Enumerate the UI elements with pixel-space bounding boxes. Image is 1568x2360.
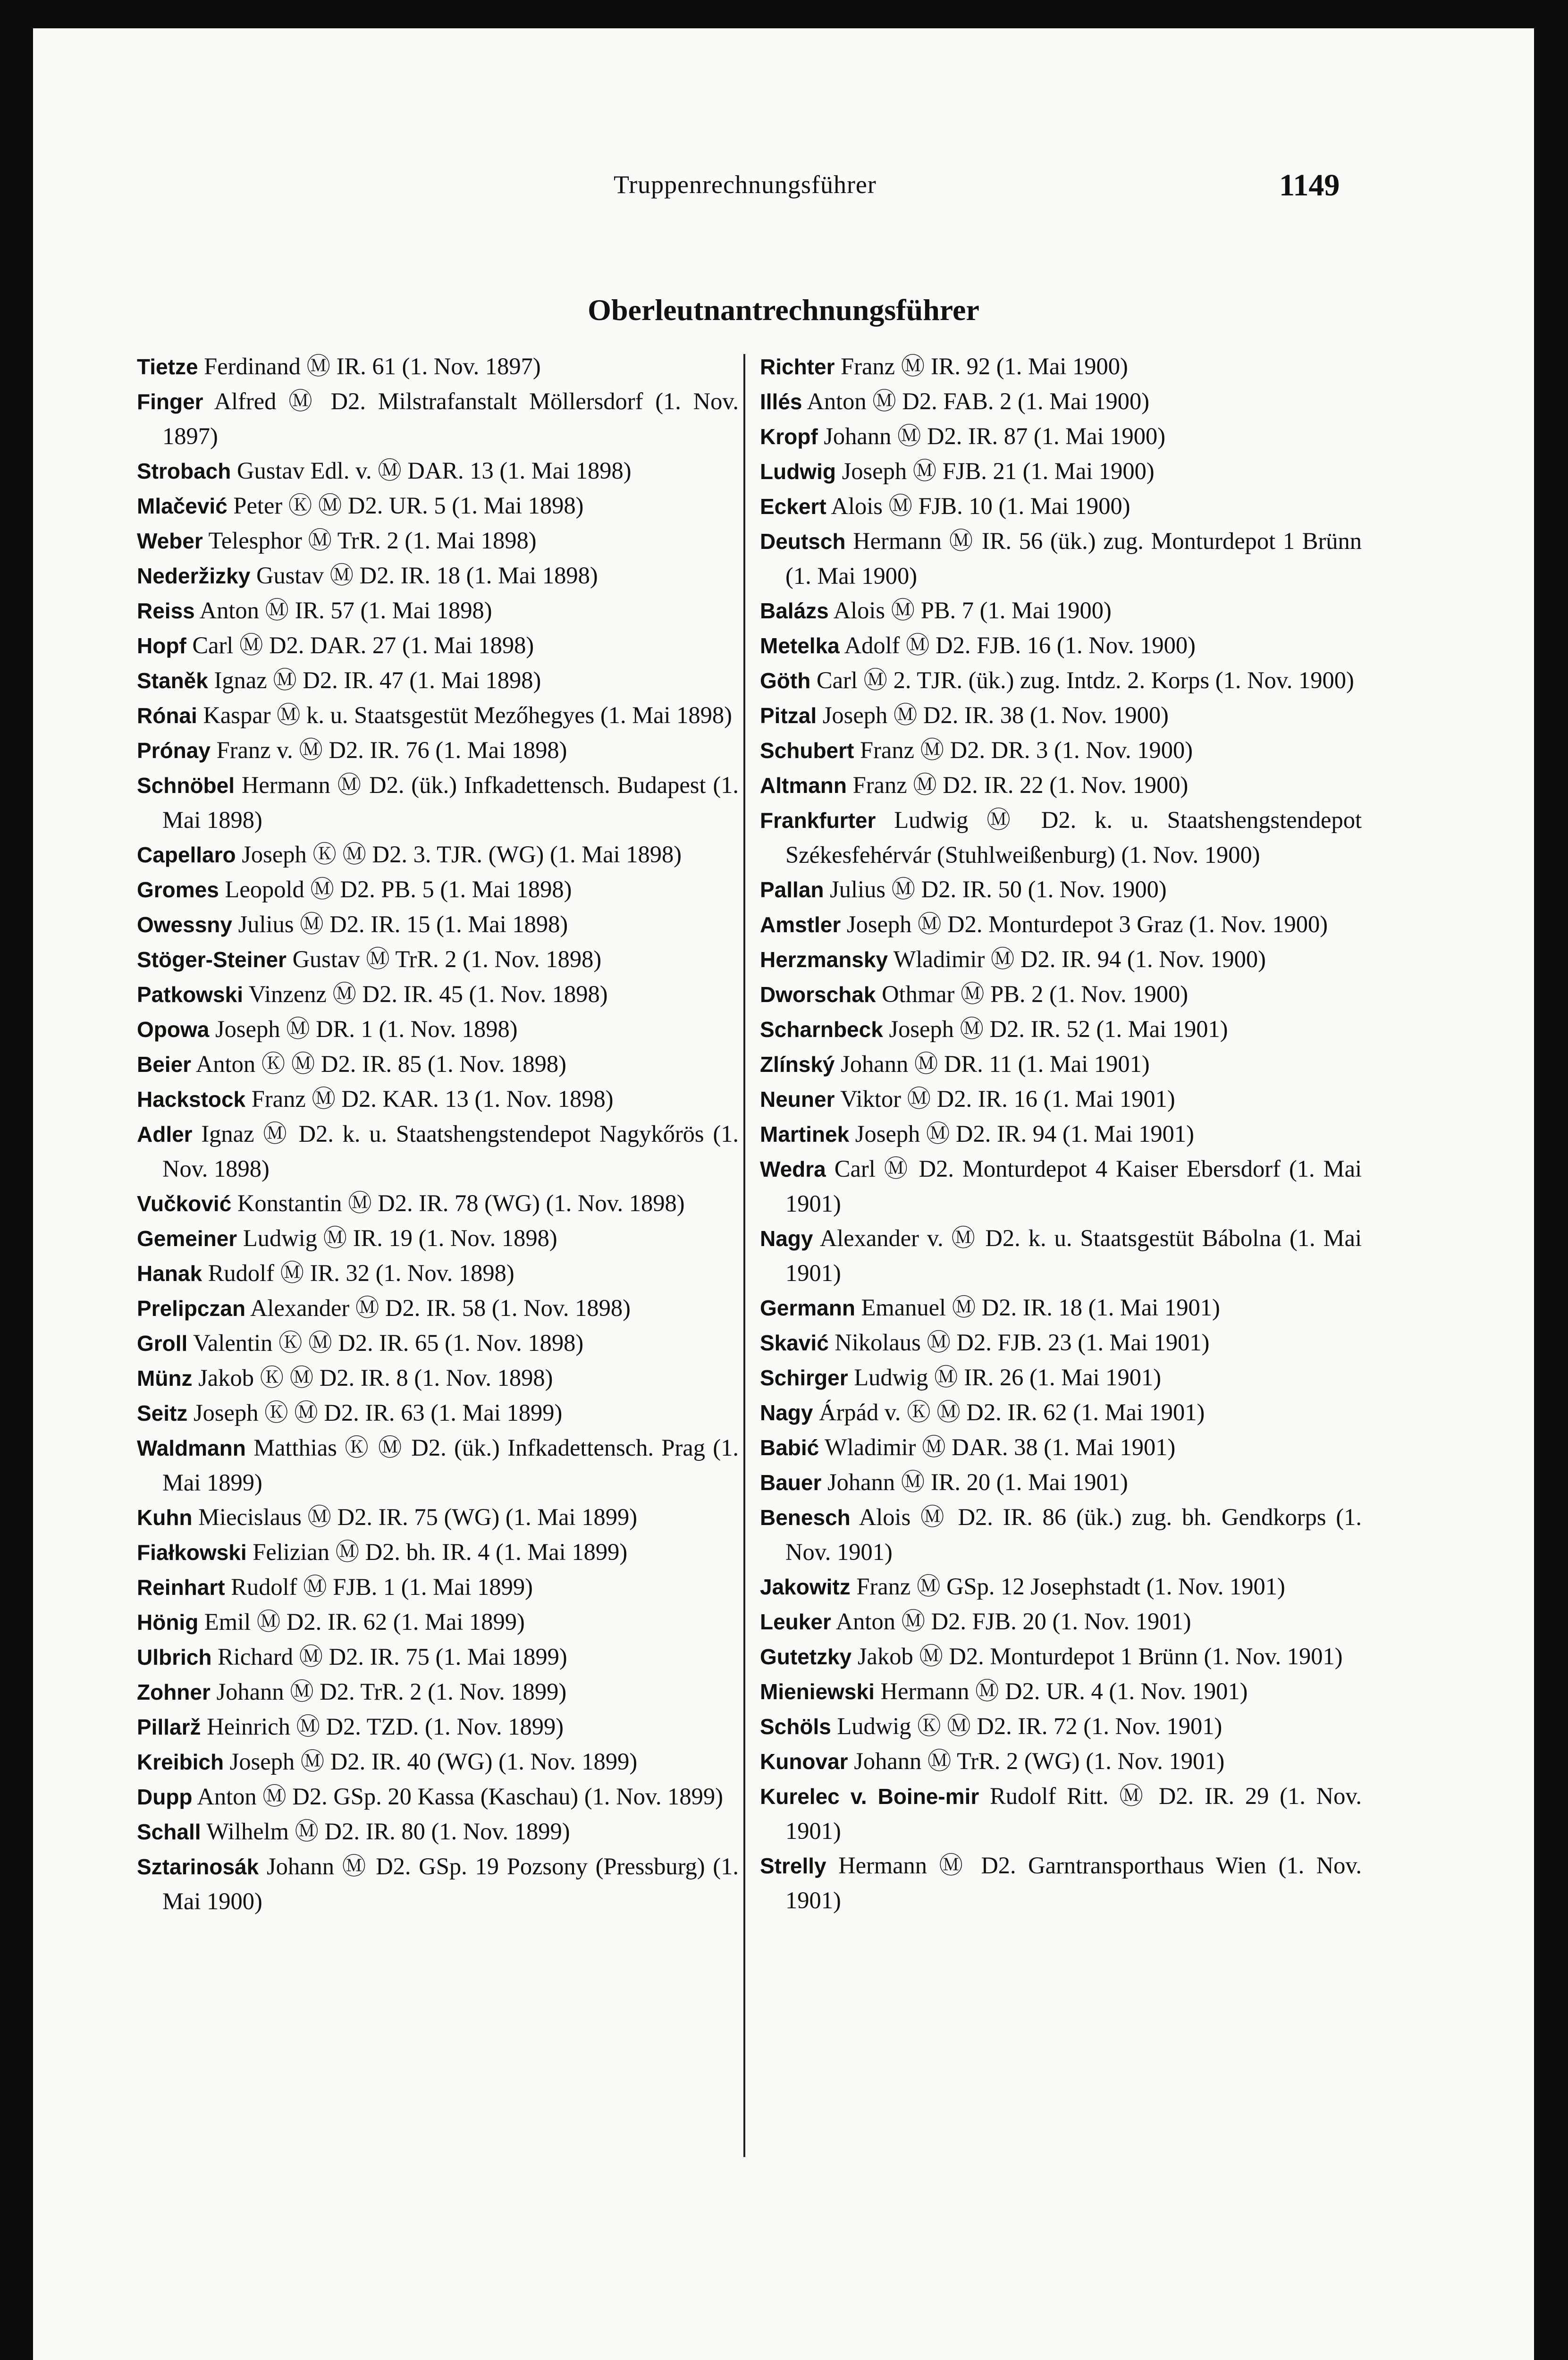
entry-details: Peter Ⓚ Ⓜ D2. UR. 5 (1. Mai 1898) xyxy=(233,492,584,519)
entry-details: Alois Ⓜ D2. IR. 86 (ük.) zug. bh. Gendkorps (1. Nov. 1901) xyxy=(785,1504,1362,1565)
entry-name: Gutetzky xyxy=(760,1644,852,1669)
entry-details: Heinrich Ⓜ D2. TZD. (1. Nov. 1899) xyxy=(207,1713,564,1740)
list-item xyxy=(137,977,739,1012)
entry-name: Finger xyxy=(137,389,203,414)
list-item xyxy=(137,1396,739,1431)
entry-details: Julius Ⓜ D2. IR. 15 (1. Mai 1898) xyxy=(238,911,568,937)
entry-name: Hopf xyxy=(137,633,186,658)
entry-details: Carl Ⓜ 2. TJR. (ük.) zug. Intdz. 2. Korps (1. Nov. 1900) xyxy=(816,667,1354,693)
entry-name: Frankfurter xyxy=(760,808,876,833)
entry-name: Babić xyxy=(760,1435,819,1460)
entry-details: Joseph Ⓚ Ⓜ D2. IR. 63 (1. Mai 1899) xyxy=(194,1399,563,1426)
entry-name: Stöger-Steiner xyxy=(137,947,287,972)
list-item xyxy=(137,1082,739,1117)
list-item xyxy=(760,1848,1362,1918)
list-item xyxy=(760,1465,1362,1500)
list-item xyxy=(760,628,1362,663)
entry-name: Kunovar xyxy=(760,1749,848,1774)
list-item xyxy=(760,1604,1362,1639)
list-item xyxy=(760,489,1362,524)
entry-name: Zohner xyxy=(137,1680,211,1704)
list-item xyxy=(137,1117,739,1186)
entry-details: Hermann Ⓜ IR. 56 (ük.) zug. Monturdepot 1 Brünn (1. Mai 1900) xyxy=(785,528,1362,589)
running-title: Truppenrechnungsführer xyxy=(614,170,877,199)
list-item xyxy=(137,384,739,454)
entry-name: Göth xyxy=(760,668,811,693)
entry-name: Nagy xyxy=(760,1400,813,1425)
entry-name: Groll xyxy=(137,1331,188,1356)
list-item xyxy=(137,454,739,489)
left-column xyxy=(137,349,739,1919)
entry-name: Mlačević xyxy=(137,494,228,518)
list-item xyxy=(137,698,739,733)
entry-name: Dworschak xyxy=(760,982,876,1007)
list-item xyxy=(137,1640,739,1675)
entry-details: Valentin Ⓚ Ⓜ D2. IR. 65 (1. Nov. 1898) xyxy=(193,1330,584,1356)
entry-details: Joseph Ⓜ D2. Monturdepot 3 Graz (1. Nov. 1900) xyxy=(846,911,1328,937)
entry-details: Miecislaus Ⓜ D2. IR. 75 (WG) (1. Mai 1899) xyxy=(198,1504,638,1530)
entry-details: Hermann Ⓜ D2. Garntransporthaus Wien (1. Nov. 1901) xyxy=(785,1852,1362,1913)
list-item xyxy=(137,733,739,768)
entry-name: Schirger xyxy=(760,1365,848,1390)
list-item xyxy=(137,1745,739,1779)
entry-details: Ludwig Ⓚ Ⓜ D2. IR. 72 (1. Nov. 1901) xyxy=(837,1713,1222,1739)
entry-name: Kreibich xyxy=(137,1750,224,1774)
list-item xyxy=(137,1710,739,1745)
list-item xyxy=(760,1325,1362,1360)
list-item xyxy=(137,1221,739,1256)
entry-name: Sztarinosák xyxy=(137,1854,259,1879)
entry-details: Johann Ⓜ IR. 20 (1. Mai 1901) xyxy=(827,1469,1128,1495)
entry-details: Anton Ⓜ IR. 57 (1. Mai 1898) xyxy=(199,597,492,624)
list-item xyxy=(760,1047,1362,1082)
right-column xyxy=(760,349,1362,1918)
list-item xyxy=(760,733,1362,768)
list-item xyxy=(137,558,739,593)
entry-details: Franz Ⓜ IR. 92 (1. Mai 1900) xyxy=(841,353,1128,379)
entry-name: Vučković xyxy=(137,1191,232,1216)
entry-details: Joseph Ⓜ D2. IR. 94 (1. Mai 1901) xyxy=(855,1121,1194,1147)
entry-name: Jakowitz xyxy=(760,1575,851,1599)
list-item xyxy=(137,942,739,977)
list-item xyxy=(137,1186,739,1221)
entry-details: Vinzenz Ⓜ D2. IR. 45 (1. Nov. 1898) xyxy=(248,981,608,1007)
entry-details: Wladimir Ⓜ D2. IR. 94 (1. Nov. 1900) xyxy=(893,946,1266,972)
list-item xyxy=(137,1012,739,1047)
entry-name: Weber xyxy=(137,529,203,553)
list-item xyxy=(760,1639,1362,1674)
entry-name: Kurelec v. Boine-mir xyxy=(760,1784,979,1809)
entry-name: Owessny xyxy=(137,912,232,937)
entry-details: Johann Ⓜ TrR. 2 (WG) (1. Nov. 1901) xyxy=(854,1748,1225,1774)
list-item xyxy=(760,872,1362,907)
entry-details: Rudolf Ⓜ FJB. 1 (1. Mai 1899) xyxy=(231,1574,533,1600)
list-item xyxy=(137,1605,739,1640)
entry-details: Gustav Ⓜ TrR. 2 (1. Nov. 1898) xyxy=(292,946,602,972)
entry-name: Reiss xyxy=(137,598,195,623)
page-number: 1149 xyxy=(1279,168,1340,202)
entry-name: Schall xyxy=(137,1820,201,1844)
list-item xyxy=(760,524,1362,593)
entry-name: Strobach xyxy=(137,459,231,483)
entry-name: Balázs xyxy=(760,598,829,623)
page xyxy=(33,28,1534,2360)
entry-name: Strelly xyxy=(760,1854,826,1878)
list-item xyxy=(760,593,1362,628)
entry-details: Joseph Ⓜ D2. IR. 40 (WG) (1. Nov. 1899) xyxy=(229,1748,638,1775)
entry-name: Opowa xyxy=(137,1017,210,1042)
entry-details: Hermann Ⓜ D2. (ük.) Infkadettensch. Budapest (1. Mai 1898) xyxy=(162,772,739,833)
entry-name: Gemeiner xyxy=(137,1226,237,1251)
list-item xyxy=(760,1012,1362,1047)
list-item xyxy=(137,1291,739,1326)
entry-details: Alois Ⓜ PB. 7 (1. Mai 1900) xyxy=(833,597,1112,624)
entry-name: Tietze xyxy=(137,354,198,379)
list-item xyxy=(760,454,1362,489)
entry-details: Johann Ⓜ DR. 11 (1. Mai 1901) xyxy=(841,1051,1150,1077)
entry-name: Schöls xyxy=(760,1714,831,1739)
list-item xyxy=(137,872,739,907)
entry-name: Seitz xyxy=(137,1401,188,1425)
entry-details: Johann Ⓜ D2. GSp. 19 Pozsony (Pressburg) (1. Mai 1900) xyxy=(162,1853,739,1914)
entry-name: Zlínský xyxy=(760,1052,835,1077)
list-item xyxy=(137,1570,739,1605)
entry-details: Rudolf Ritt. Ⓜ D2. IR. 29 (1. Nov. 1901) xyxy=(785,1783,1362,1844)
entry-name: Benesch xyxy=(760,1505,851,1530)
list-item xyxy=(137,1361,739,1396)
entry-details: Anton Ⓚ Ⓜ D2. IR. 85 (1. Nov. 1898) xyxy=(195,1051,566,1077)
entry-name: Hackstock xyxy=(137,1087,246,1112)
entry-name: Altmann xyxy=(760,773,847,798)
entry-details: Franz v. Ⓜ D2. IR. 76 (1. Mai 1898) xyxy=(216,737,567,763)
entry-name: Scharnbeck xyxy=(760,1017,883,1042)
list-item xyxy=(760,698,1362,733)
list-item xyxy=(760,942,1362,977)
entry-name: Skavić xyxy=(760,1331,829,1355)
list-item xyxy=(137,523,739,558)
list-item xyxy=(760,1221,1362,1290)
entry-details: Anton Ⓜ D2. GSp. 20 Kassa (Kaschau) (1. Nov. 1899) xyxy=(197,1783,723,1810)
list-item xyxy=(137,907,739,942)
entry-details: Julius Ⓜ D2. IR. 50 (1. Nov. 1900) xyxy=(830,876,1167,902)
entry-name: Pallan xyxy=(760,877,824,902)
entry-details: Alexander v. Ⓜ D2. k. u. Staatsgestüt Bábolna (1. Mai 1901) xyxy=(785,1225,1362,1286)
entry-name: Metelka xyxy=(760,633,840,658)
entry-name: Nagy xyxy=(760,1226,813,1251)
list-item xyxy=(760,1395,1362,1430)
list-item xyxy=(760,768,1362,803)
entry-name: Schnöbel xyxy=(137,773,235,798)
entry-name: Herzmansky xyxy=(760,947,888,972)
list-item xyxy=(760,803,1362,872)
entry-details: Leopold Ⓜ D2. PB. 5 (1. Mai 1898) xyxy=(225,876,572,902)
entry-details: Alexander Ⓜ D2. IR. 58 (1. Nov. 1898) xyxy=(250,1295,631,1321)
entry-details: Johann Ⓜ D2. IR. 87 (1. Mai 1900) xyxy=(824,423,1166,449)
entry-name: Mieniewski xyxy=(760,1679,875,1704)
entry-details: Konstantin Ⓜ D2. IR. 78 (WG) (1. Nov. 1898) xyxy=(237,1190,685,1216)
list-item xyxy=(137,1431,739,1500)
entry-details: Joseph Ⓜ D2. IR. 38 (1. Nov. 1900) xyxy=(822,702,1169,728)
entry-details: Emanuel Ⓜ D2. IR. 18 (1. Mai 1901) xyxy=(861,1294,1220,1321)
entry-name: Germann xyxy=(760,1296,855,1320)
entry-details: Kaspar Ⓜ k. u. Staatsgestüt Mezőhegyes (1. Mai 1898) xyxy=(203,702,732,728)
entry-name: Fiałkowski xyxy=(137,1540,247,1565)
entry-details: Nikolaus Ⓜ D2. FJB. 23 (1. Mai 1901) xyxy=(835,1329,1210,1356)
list-item xyxy=(760,1152,1362,1221)
entry-details: Richard Ⓜ D2. IR. 75 (1. Mai 1899) xyxy=(218,1644,567,1670)
list-item xyxy=(137,489,739,523)
list-item xyxy=(760,1569,1362,1604)
entry-details: Ignaz Ⓜ D2. k. u. Staatshengstendepot Nagykőrös (1. Nov. 1898) xyxy=(162,1121,739,1182)
entry-details: Joseph Ⓜ DR. 1 (1. Nov. 1898) xyxy=(215,1016,518,1042)
list-item xyxy=(137,1779,739,1814)
entry-name: Adler xyxy=(137,1122,193,1146)
list-item xyxy=(760,1779,1362,1848)
entry-details: Joseph Ⓜ D2. IR. 52 (1. Mai 1901) xyxy=(889,1016,1228,1042)
list-item xyxy=(137,837,739,872)
entry-name: Bauer xyxy=(760,1470,822,1495)
list-item xyxy=(760,907,1362,942)
entry-details: Ferdinand Ⓜ IR. 61 (1. Nov. 1897) xyxy=(204,353,541,379)
entry-details: Jakob Ⓚ Ⓜ D2. IR. 8 (1. Nov. 1898) xyxy=(198,1365,553,1391)
list-item xyxy=(137,1814,739,1849)
entry-name: Rónai xyxy=(137,703,197,728)
list-item xyxy=(760,1709,1362,1744)
entry-name: Martinek xyxy=(760,1122,850,1146)
entry-details: Joseph Ⓜ FJB. 21 (1. Mai 1900) xyxy=(842,458,1155,484)
entry-details: Franz Ⓜ D2. IR. 22 (1. Nov. 1900) xyxy=(852,772,1189,798)
entry-details: Ludwig Ⓜ IR. 26 (1. Mai 1901) xyxy=(854,1364,1162,1391)
entry-details: Carl Ⓜ D2. Monturdepot 4 Kaiser Ebersdorf (1. Mai 1901) xyxy=(785,1155,1362,1217)
entry-name: Neuner xyxy=(760,1087,835,1112)
entry-name: Prelipczan xyxy=(137,1296,246,1321)
list-item xyxy=(137,1535,739,1570)
column-divider xyxy=(743,354,745,2157)
entry-name: Reinhart xyxy=(137,1575,225,1600)
list-item xyxy=(760,1744,1362,1779)
list-item xyxy=(137,1675,739,1710)
entry-name: Illés xyxy=(760,389,802,414)
entry-details: Alfred Ⓜ D2. Milstrafanstalt Möllersdorf (1. Nov. 1897) xyxy=(162,388,739,449)
list-item xyxy=(137,663,739,698)
entry-details: Gustav Edl. v. Ⓜ DAR. 13 (1. Mai 1898) xyxy=(237,457,632,484)
entry-name: Eckert xyxy=(760,494,826,519)
entry-name: Nederžizky xyxy=(137,564,251,588)
entry-name: Capellaro xyxy=(137,843,236,867)
entry-details: Ignaz Ⓜ D2. IR. 47 (1. Mai 1898) xyxy=(214,667,541,693)
entry-details: Anton Ⓜ D2. FJB. 20 (1. Nov. 1901) xyxy=(835,1608,1191,1635)
section-title: Oberleutnantrechnungsführer xyxy=(588,293,979,327)
entry-name: Hönig xyxy=(137,1610,199,1635)
entry-name: Leuker xyxy=(760,1610,831,1634)
entry-name: Ulbrich xyxy=(137,1645,212,1669)
entry-details: Anton Ⓜ D2. FAB. 2 (1. Mai 1900) xyxy=(807,388,1150,414)
entry-details: Jakob Ⓜ D2. Monturdepot 1 Brünn (1. Nov. 1901) xyxy=(857,1643,1343,1669)
list-item xyxy=(137,628,739,663)
entry-details: Othmar Ⓜ PB. 2 (1. Nov. 1900) xyxy=(882,981,1189,1007)
entry-name: Dupp xyxy=(137,1785,193,1809)
entry-name: Richter xyxy=(760,354,835,379)
entry-details: Rudolf Ⓜ IR. 32 (1. Nov. 1898) xyxy=(208,1260,514,1286)
entry-name: Deutsch xyxy=(760,529,846,554)
entry-details: Alois Ⓜ FJB. 10 (1. Mai 1900) xyxy=(831,493,1130,519)
entry-name: Schubert xyxy=(760,738,854,763)
entry-details: Joseph Ⓚ Ⓜ D2. 3. TJR. (WG) (1. Mai 1898) xyxy=(242,841,682,868)
entry-details: Ludwig Ⓜ IR. 19 (1. Nov. 1898) xyxy=(243,1225,557,1251)
list-item xyxy=(137,768,739,837)
entry-name: Pitzal xyxy=(760,703,817,728)
list-item xyxy=(760,349,1362,384)
entry-name: Amstler xyxy=(760,912,841,937)
list-item xyxy=(760,1360,1362,1395)
entry-details: Árpád v. Ⓚ Ⓜ D2. IR. 62 (1. Mai 1901) xyxy=(819,1399,1205,1425)
entry-details: Ludwig Ⓜ D2. k. u. Staatshengstendepot Székesfehérvár (Stuhlweißenburg) (1. Nov. 1900) xyxy=(785,807,1362,868)
entry-name: Münz xyxy=(137,1366,193,1391)
list-item xyxy=(760,1430,1362,1465)
entry-details: Felizian Ⓜ D2. bh. IR. 4 (1. Mai 1899) xyxy=(253,1539,628,1565)
list-item xyxy=(760,1290,1362,1325)
entry-details: Telesphor Ⓜ TrR. 2 (1. Mai 1898) xyxy=(208,527,537,554)
entry-name: Hanak xyxy=(137,1261,202,1286)
list-item xyxy=(137,1326,739,1361)
entry-details: Gustav Ⓜ D2. IR. 18 (1. Mai 1898) xyxy=(256,562,598,589)
entry-name: Prónay xyxy=(137,738,211,763)
list-item xyxy=(137,1849,739,1919)
entry-name: Beier xyxy=(137,1052,192,1077)
entry-details: Franz Ⓜ D2. KAR. 13 (1. Nov. 1898) xyxy=(251,1086,614,1112)
entry-name: Kropf xyxy=(760,424,818,449)
entry-name: Pillarž xyxy=(137,1715,201,1739)
entry-details: Hermann Ⓜ D2. UR. 4 (1. Nov. 1901) xyxy=(880,1678,1248,1704)
list-item xyxy=(760,384,1362,419)
list-item xyxy=(137,1500,739,1535)
list-item xyxy=(137,1047,739,1082)
entry-name: Kuhn xyxy=(137,1505,193,1530)
list-item xyxy=(760,1674,1362,1709)
list-item xyxy=(137,1256,739,1291)
entry-details: Johann Ⓜ D2. TrR. 2 (1. Nov. 1899) xyxy=(216,1678,567,1705)
list-item xyxy=(760,1117,1362,1152)
entry-details: Carl Ⓜ D2. DAR. 27 (1. Mai 1898) xyxy=(192,632,534,658)
entry-name: Patkowski xyxy=(137,982,243,1007)
entry-details: Matthias Ⓚ Ⓜ D2. (ük.) Infkadettensch. Prag (1. Mai 1899) xyxy=(162,1434,739,1496)
list-item xyxy=(760,977,1362,1012)
entry-name: Ludwig xyxy=(760,459,836,484)
entry-details: Wilhelm Ⓜ D2. IR. 80 (1. Nov. 1899) xyxy=(206,1818,570,1845)
list-item xyxy=(760,1500,1362,1569)
entry-details: Wladimir Ⓜ DAR. 38 (1. Mai 1901) xyxy=(824,1434,1176,1460)
entry-name: Staněk xyxy=(137,668,208,693)
entry-details: Viktor Ⓜ D2. IR. 16 (1. Mai 1901) xyxy=(840,1086,1175,1112)
list-item xyxy=(137,593,739,628)
entry-details: Franz Ⓜ GSp. 12 Josephstadt (1. Nov. 1901) xyxy=(856,1573,1285,1600)
entry-name: Wedra xyxy=(760,1157,826,1181)
entry-details: Franz Ⓜ D2. DR. 3 (1. Nov. 1900) xyxy=(860,737,1193,763)
list-item xyxy=(137,349,739,384)
list-item xyxy=(760,1082,1362,1117)
entry-details: Emil Ⓜ D2. IR. 62 (1. Mai 1899) xyxy=(204,1609,525,1635)
list-item xyxy=(760,419,1362,454)
list-item xyxy=(760,663,1362,698)
entry-details: Adolf Ⓜ D2. FJB. 16 (1. Nov. 1900) xyxy=(844,632,1196,658)
entry-name: Gromes xyxy=(137,877,219,902)
entry-name: Waldmann xyxy=(137,1436,246,1460)
